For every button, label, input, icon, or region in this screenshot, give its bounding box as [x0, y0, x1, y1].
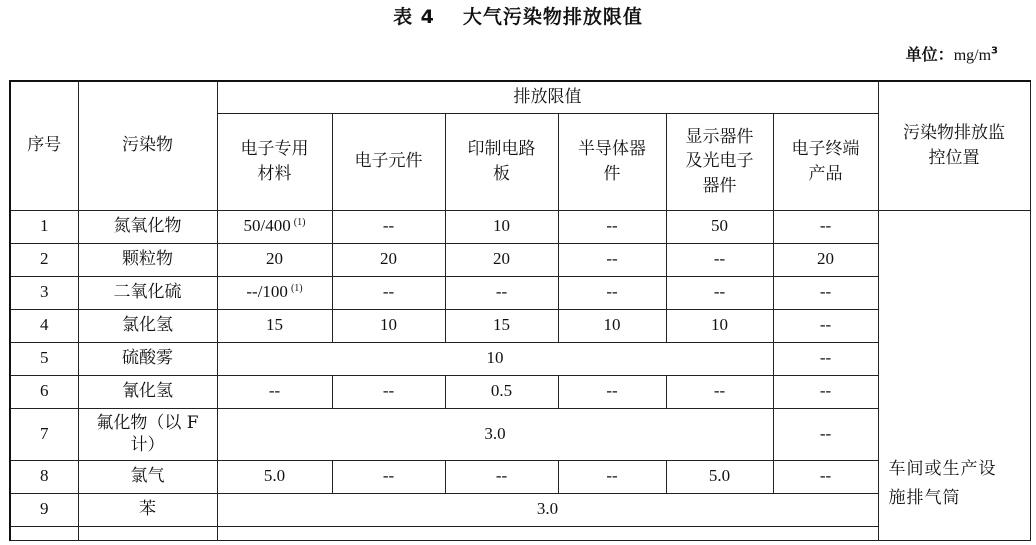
row-number: 3	[10, 276, 78, 309]
pollutant-name: 硫酸雾	[78, 342, 217, 375]
header-category-line: 半导体器	[578, 138, 646, 159]
limit-cell: --	[217, 375, 332, 408]
header-row-1	[10, 81, 1030, 113]
limit-cell: --	[773, 460, 878, 493]
limit-cell: 5.0	[217, 460, 332, 493]
limit-cell: 20	[445, 243, 558, 276]
table-row	[10, 408, 1030, 460]
header-category-line: 件	[603, 163, 621, 184]
limit-cell	[217, 276, 332, 309]
limit-value: 50/400	[243, 216, 291, 236]
monitor-location-cell	[878, 210, 1030, 540]
header-category-line: 电子元件	[354, 151, 423, 172]
limit-cell: 15	[217, 309, 332, 342]
limit-cell: --	[558, 243, 666, 276]
header-seq: 序号	[10, 81, 78, 210]
header-category-line: 材料	[257, 163, 292, 184]
limit-cell: 0.5	[445, 375, 558, 408]
limit-cell: --	[332, 276, 445, 309]
table-row	[10, 375, 1030, 408]
header-category-line: 电子专用	[240, 138, 309, 159]
header-category-line: 电子终端	[791, 138, 860, 159]
header-category	[332, 113, 445, 210]
limit-cell: --	[773, 342, 878, 375]
pollutant-name: 氯化氢	[78, 309, 217, 342]
limit-cell: 15	[445, 309, 558, 342]
limit-cell: 10	[445, 210, 558, 243]
table-row	[10, 210, 1030, 243]
limit-cell: 10	[666, 309, 773, 342]
limit-cell: 20	[773, 243, 878, 276]
row-number: 6	[10, 375, 78, 408]
header-category-line: 产品	[808, 163, 843, 184]
header-limits: 排放限值	[217, 81, 878, 113]
limit-cell: --	[666, 375, 773, 408]
table-row	[10, 276, 1030, 309]
table-cell-empty	[78, 526, 217, 540]
footnote-marker: (1)	[293, 216, 306, 228]
limit-cell: 50	[666, 210, 773, 243]
footnote-marker: (1)	[290, 282, 303, 294]
pollutant-name: 二氧化硫	[78, 276, 217, 309]
limit-cell: --	[332, 210, 445, 243]
limit-cell: 20	[217, 243, 332, 276]
table-caption: 大气污染物排放限值	[462, 6, 643, 28]
header-category-line: 印制电路	[467, 138, 536, 159]
unit-label	[906, 42, 998, 65]
unit-prefix: 单位：	[905, 45, 954, 64]
table-row	[10, 460, 1030, 493]
emission-limits-table	[9, 80, 1031, 541]
limit-cell: --	[666, 276, 773, 309]
pollutant-name: 苯	[78, 493, 217, 526]
table-cell-empty	[10, 526, 78, 540]
limit-cell: --	[558, 460, 666, 493]
pollutant-name: 氰化氢	[78, 375, 217, 408]
limit-cell: --	[773, 309, 878, 342]
limit-cell: 20	[332, 243, 445, 276]
header-category	[666, 113, 773, 210]
header-category	[445, 113, 558, 210]
limit-cell	[217, 210, 332, 243]
pollutant-name-line: 计）	[130, 435, 165, 455]
limit-cell: 10	[332, 309, 445, 342]
limit-cell-merged: 10	[217, 342, 773, 375]
header-category-line: 及光电子	[685, 151, 754, 172]
header-pollutant: 污染物	[78, 81, 217, 210]
limit-cell: 10	[558, 309, 666, 342]
limit-cell: --	[666, 243, 773, 276]
limit-cell: 5.0	[666, 460, 773, 493]
header-category-line: 板	[493, 163, 510, 184]
header-category-line: 显示器件	[685, 126, 754, 147]
monitor-location-line: 施排气筒	[888, 488, 961, 509]
limit-cell: --	[332, 460, 445, 493]
pollutant-name: 氯气	[78, 460, 217, 493]
table-title	[0, 2, 1036, 29]
pollutant-name	[78, 408, 217, 460]
limit-cell: --	[445, 460, 558, 493]
limit-value: --/100	[246, 282, 288, 302]
row-number: 4	[10, 309, 78, 342]
limit-cell: --	[773, 276, 878, 309]
table-row	[10, 243, 1030, 276]
header-category	[217, 113, 332, 210]
monitor-location	[889, 455, 1021, 515]
row-number: 8	[10, 460, 78, 493]
limit-cell: --	[773, 210, 878, 243]
table-row	[10, 493, 1030, 526]
limit-cell: --	[773, 375, 878, 408]
pollutant-name: 氮氧化物	[78, 210, 217, 243]
unit-value: mg/m	[953, 47, 992, 64]
header-category	[558, 113, 666, 210]
row-number: 7	[10, 408, 78, 460]
limit-cell: --	[332, 375, 445, 408]
limit-cell: --	[445, 276, 558, 309]
table-row	[10, 309, 1030, 342]
limit-cell: --	[558, 210, 666, 243]
table-cell-empty	[217, 526, 878, 540]
pollutant-name-line: 氟化物（以 F	[96, 412, 199, 433]
limit-cell: --	[773, 408, 878, 460]
limit-cell-merged: 3.0	[217, 408, 773, 460]
row-number: 1	[10, 210, 78, 243]
row-number: 2	[10, 243, 78, 276]
table-number: 表 4	[393, 6, 435, 28]
header-monitor-line-2: 控位置	[928, 147, 980, 168]
limit-cell-merged: 3.0	[217, 493, 878, 526]
limit-cell: --	[558, 276, 666, 309]
table-row	[10, 342, 1030, 375]
unit-superscript: 3	[991, 45, 998, 57]
table-row-partial	[10, 526, 1030, 540]
limit-cell: --	[558, 375, 666, 408]
row-number: 9	[10, 493, 78, 526]
header-category-line: 器件	[702, 175, 737, 196]
header-monitor	[878, 81, 1030, 210]
row-number: 5	[10, 342, 78, 375]
monitor-location-line: 车间或生产设	[888, 458, 997, 479]
header-category	[773, 113, 878, 210]
header-monitor-line-1: 污染物排放监	[903, 123, 1006, 144]
pollutant-name: 颗粒物	[78, 243, 217, 276]
